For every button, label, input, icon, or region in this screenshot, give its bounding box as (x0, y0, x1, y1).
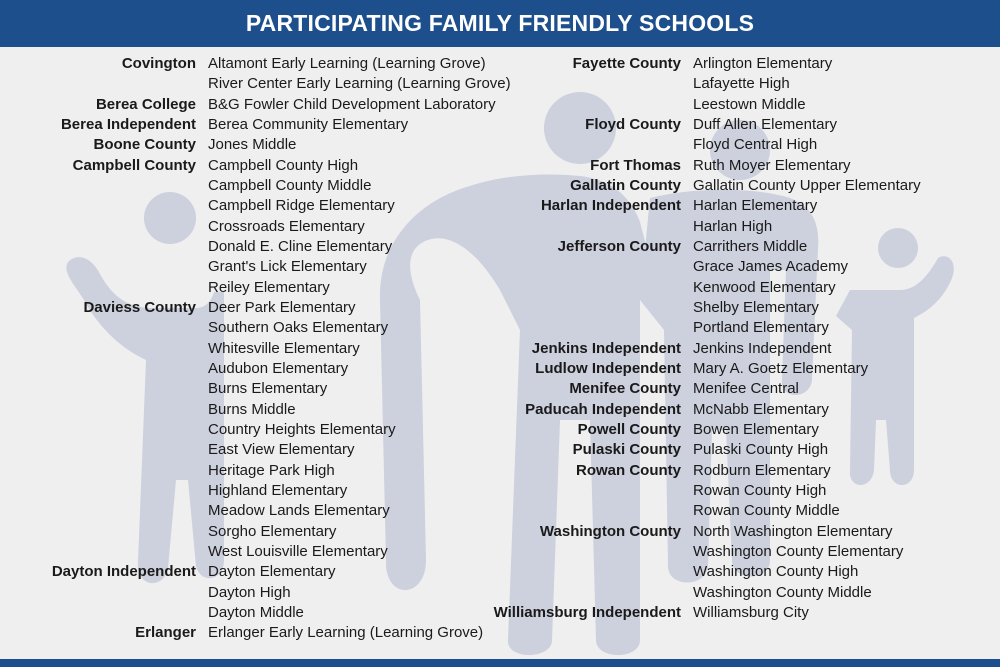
school-row (531, 339, 921, 359)
school-row (693, 318, 921, 338)
school-row (585, 115, 921, 135)
school-row (208, 522, 511, 542)
school-name: Harlan High (693, 217, 773, 235)
school-row (590, 156, 921, 176)
district-name: Washington County (539, 522, 681, 540)
school-row (93, 135, 511, 155)
school-row (693, 583, 921, 603)
school-name: Shelby Elementary (693, 298, 819, 316)
school-name: Washington County Elementary (693, 542, 904, 560)
district-name: Fayette County (572, 55, 681, 72)
school-row (208, 400, 511, 420)
school-name: Lafayette High (693, 75, 790, 93)
footer-bar (0, 659, 1000, 667)
school-row (208, 583, 511, 603)
district-name: Fort Thomas (590, 156, 681, 174)
school-row (51, 562, 511, 582)
school-row (525, 400, 921, 420)
school-row (208, 74, 511, 94)
school-name: Campbell County Middle (208, 176, 372, 194)
school-row (135, 623, 511, 643)
school-row (535, 359, 921, 379)
district-name: Jefferson County (557, 237, 681, 255)
school-name: Menifee Central (693, 380, 799, 398)
school-name: Kenwood Elementary (693, 278, 836, 296)
school-row (540, 196, 921, 216)
school-name: Berea Community Elementary (208, 115, 409, 133)
header-bar (0, 0, 1000, 47)
district-name: Daviess County (83, 298, 196, 316)
district-name: Erlanger (135, 624, 196, 642)
school-row (208, 217, 511, 237)
school-name: B&G Fowler Child Development Laboratory (208, 95, 496, 113)
district-name: Gallatin County (570, 176, 681, 194)
district-name: Berea College (95, 95, 196, 113)
district-name: Covington (121, 55, 196, 72)
school-row (72, 156, 511, 176)
school-row (208, 501, 511, 521)
district-name: Floyd County (585, 115, 681, 133)
school-row (693, 135, 921, 155)
school-name: Erlanger Early Learning (Learning Grove) (208, 624, 484, 642)
school-name: Pulaski County High (693, 441, 829, 459)
school-name: Leestown Middle (693, 95, 806, 113)
school-row (572, 54, 921, 74)
school-row (208, 542, 511, 562)
school-name: Jones Middle (208, 136, 297, 154)
district-name: Pulaski County (572, 441, 681, 459)
school-row (693, 95, 921, 115)
school-row (693, 501, 921, 521)
school-row (208, 461, 511, 481)
school-name: Rodburn Elementary (693, 461, 831, 479)
school-name: Whitesville Elementary (208, 339, 360, 357)
page-title: PARTICIPATING FAMILY FRIENDLY SCHOOLS (245, 10, 755, 36)
school-row (208, 603, 511, 623)
right-school-list (493, 54, 921, 623)
district-name: Boone County (93, 136, 196, 154)
school-name: Grace James Academy (693, 258, 849, 276)
school-name: Washington County Middle (693, 583, 872, 601)
school-name: Meadow Lands Elementary (208, 502, 390, 520)
school-row (693, 298, 921, 318)
school-row (693, 278, 921, 298)
school-row (208, 257, 511, 277)
school-row (493, 603, 921, 623)
school-row (95, 95, 511, 115)
school-row (208, 339, 511, 359)
school-name: Portland Elementary (693, 319, 829, 337)
school-name: Dayton Elementary (208, 563, 336, 581)
school-name: Gallatin County Upper Elementary (693, 176, 921, 194)
school-row (693, 217, 921, 237)
school-row (539, 522, 921, 542)
school-name: Rowan County High (693, 481, 827, 499)
school-name: Country Heights Elementary (208, 420, 396, 438)
district-name: Berea Independent (60, 115, 196, 133)
school-name: North Washington Elementary (693, 522, 893, 540)
school-name: Grant's Lick Elementary (208, 258, 367, 276)
school-name: Campbell County High (208, 156, 359, 174)
school-name: Ruth Moyer Elementary (693, 156, 851, 174)
school-row (569, 379, 921, 399)
left-school-list (51, 54, 511, 644)
school-name: Dayton Middle (208, 603, 304, 621)
school-row (208, 237, 511, 257)
school-name: Reiley Elementary (208, 278, 330, 296)
school-name: Campbell Ridge Elementary (208, 197, 395, 215)
school-name: Dayton High (208, 583, 291, 601)
school-row (208, 318, 511, 338)
district-name: Jenkins Independent (531, 339, 681, 357)
school-name: Burns Middle (208, 400, 296, 418)
school-name: Bowen Elementary (693, 420, 819, 438)
school-row (208, 420, 511, 440)
school-row (693, 257, 921, 277)
school-name: Crossroads Elementary (208, 217, 365, 235)
school-row (208, 176, 511, 196)
school-row (208, 278, 511, 298)
school-row (208, 440, 511, 460)
district-name: Paducah Independent (525, 400, 681, 418)
school-row (693, 74, 921, 94)
school-name: Floyd Central High (693, 136, 818, 154)
school-name: Williamsburg City (693, 603, 809, 621)
school-name: Sorgho Elementary (208, 522, 337, 540)
school-name: West Louisville Elementary (208, 542, 388, 560)
school-name: Southern Oaks Elementary (208, 319, 389, 337)
school-row (693, 481, 921, 501)
school-name: River Center Early Learning (Learning Grove) (208, 75, 511, 93)
district-name: Harlan Independent (540, 197, 681, 215)
school-name: Harlan Elementary (693, 197, 818, 215)
district-name: Menifee County (569, 380, 681, 398)
school-row (208, 379, 511, 399)
district-name: Campbell County (72, 156, 196, 174)
district-name: Dayton Independent (51, 563, 196, 581)
district-name: Williamsburg Independent (493, 603, 681, 621)
school-row (576, 461, 921, 481)
school-row (570, 176, 921, 196)
school-name: Rowan County Middle (693, 502, 840, 520)
school-name: Deer Park Elementary (208, 298, 356, 316)
school-row (208, 481, 511, 501)
school-row (121, 54, 511, 74)
school-name: Burns Elementary (208, 380, 328, 398)
district-name: Powell County (577, 420, 681, 438)
school-row (60, 115, 511, 135)
school-row (693, 542, 921, 562)
school-name: Jenkins Independent (693, 339, 832, 357)
school-name: East View Elementary (208, 441, 355, 459)
school-name: Arlington Elementary (693, 55, 833, 72)
school-name: Mary A. Goetz Elementary (693, 359, 869, 377)
child-left-head (144, 192, 196, 244)
school-name: Duff Allen Elementary (693, 115, 837, 133)
school-name: Donald E. Cline Elementary (208, 237, 393, 255)
district-name: Rowan County (576, 461, 681, 479)
school-name: Carrithers Middle (693, 237, 808, 255)
school-row (577, 420, 921, 440)
school-row (693, 562, 921, 582)
district-name: Ludlow Independent (535, 359, 681, 377)
school-row (208, 359, 511, 379)
school-name: Altamont Early Learning (Learning Grove) (208, 55, 486, 72)
school-name: Audubon Elementary (208, 359, 349, 377)
school-name: Washington County High (693, 563, 859, 581)
school-name: Highland Elementary (208, 481, 348, 499)
school-row (572, 440, 921, 460)
school-name: Heritage Park High (208, 461, 335, 479)
school-row (557, 237, 921, 257)
school-row (83, 298, 511, 318)
school-row (208, 196, 511, 216)
school-name: McNabb Elementary (693, 400, 829, 418)
